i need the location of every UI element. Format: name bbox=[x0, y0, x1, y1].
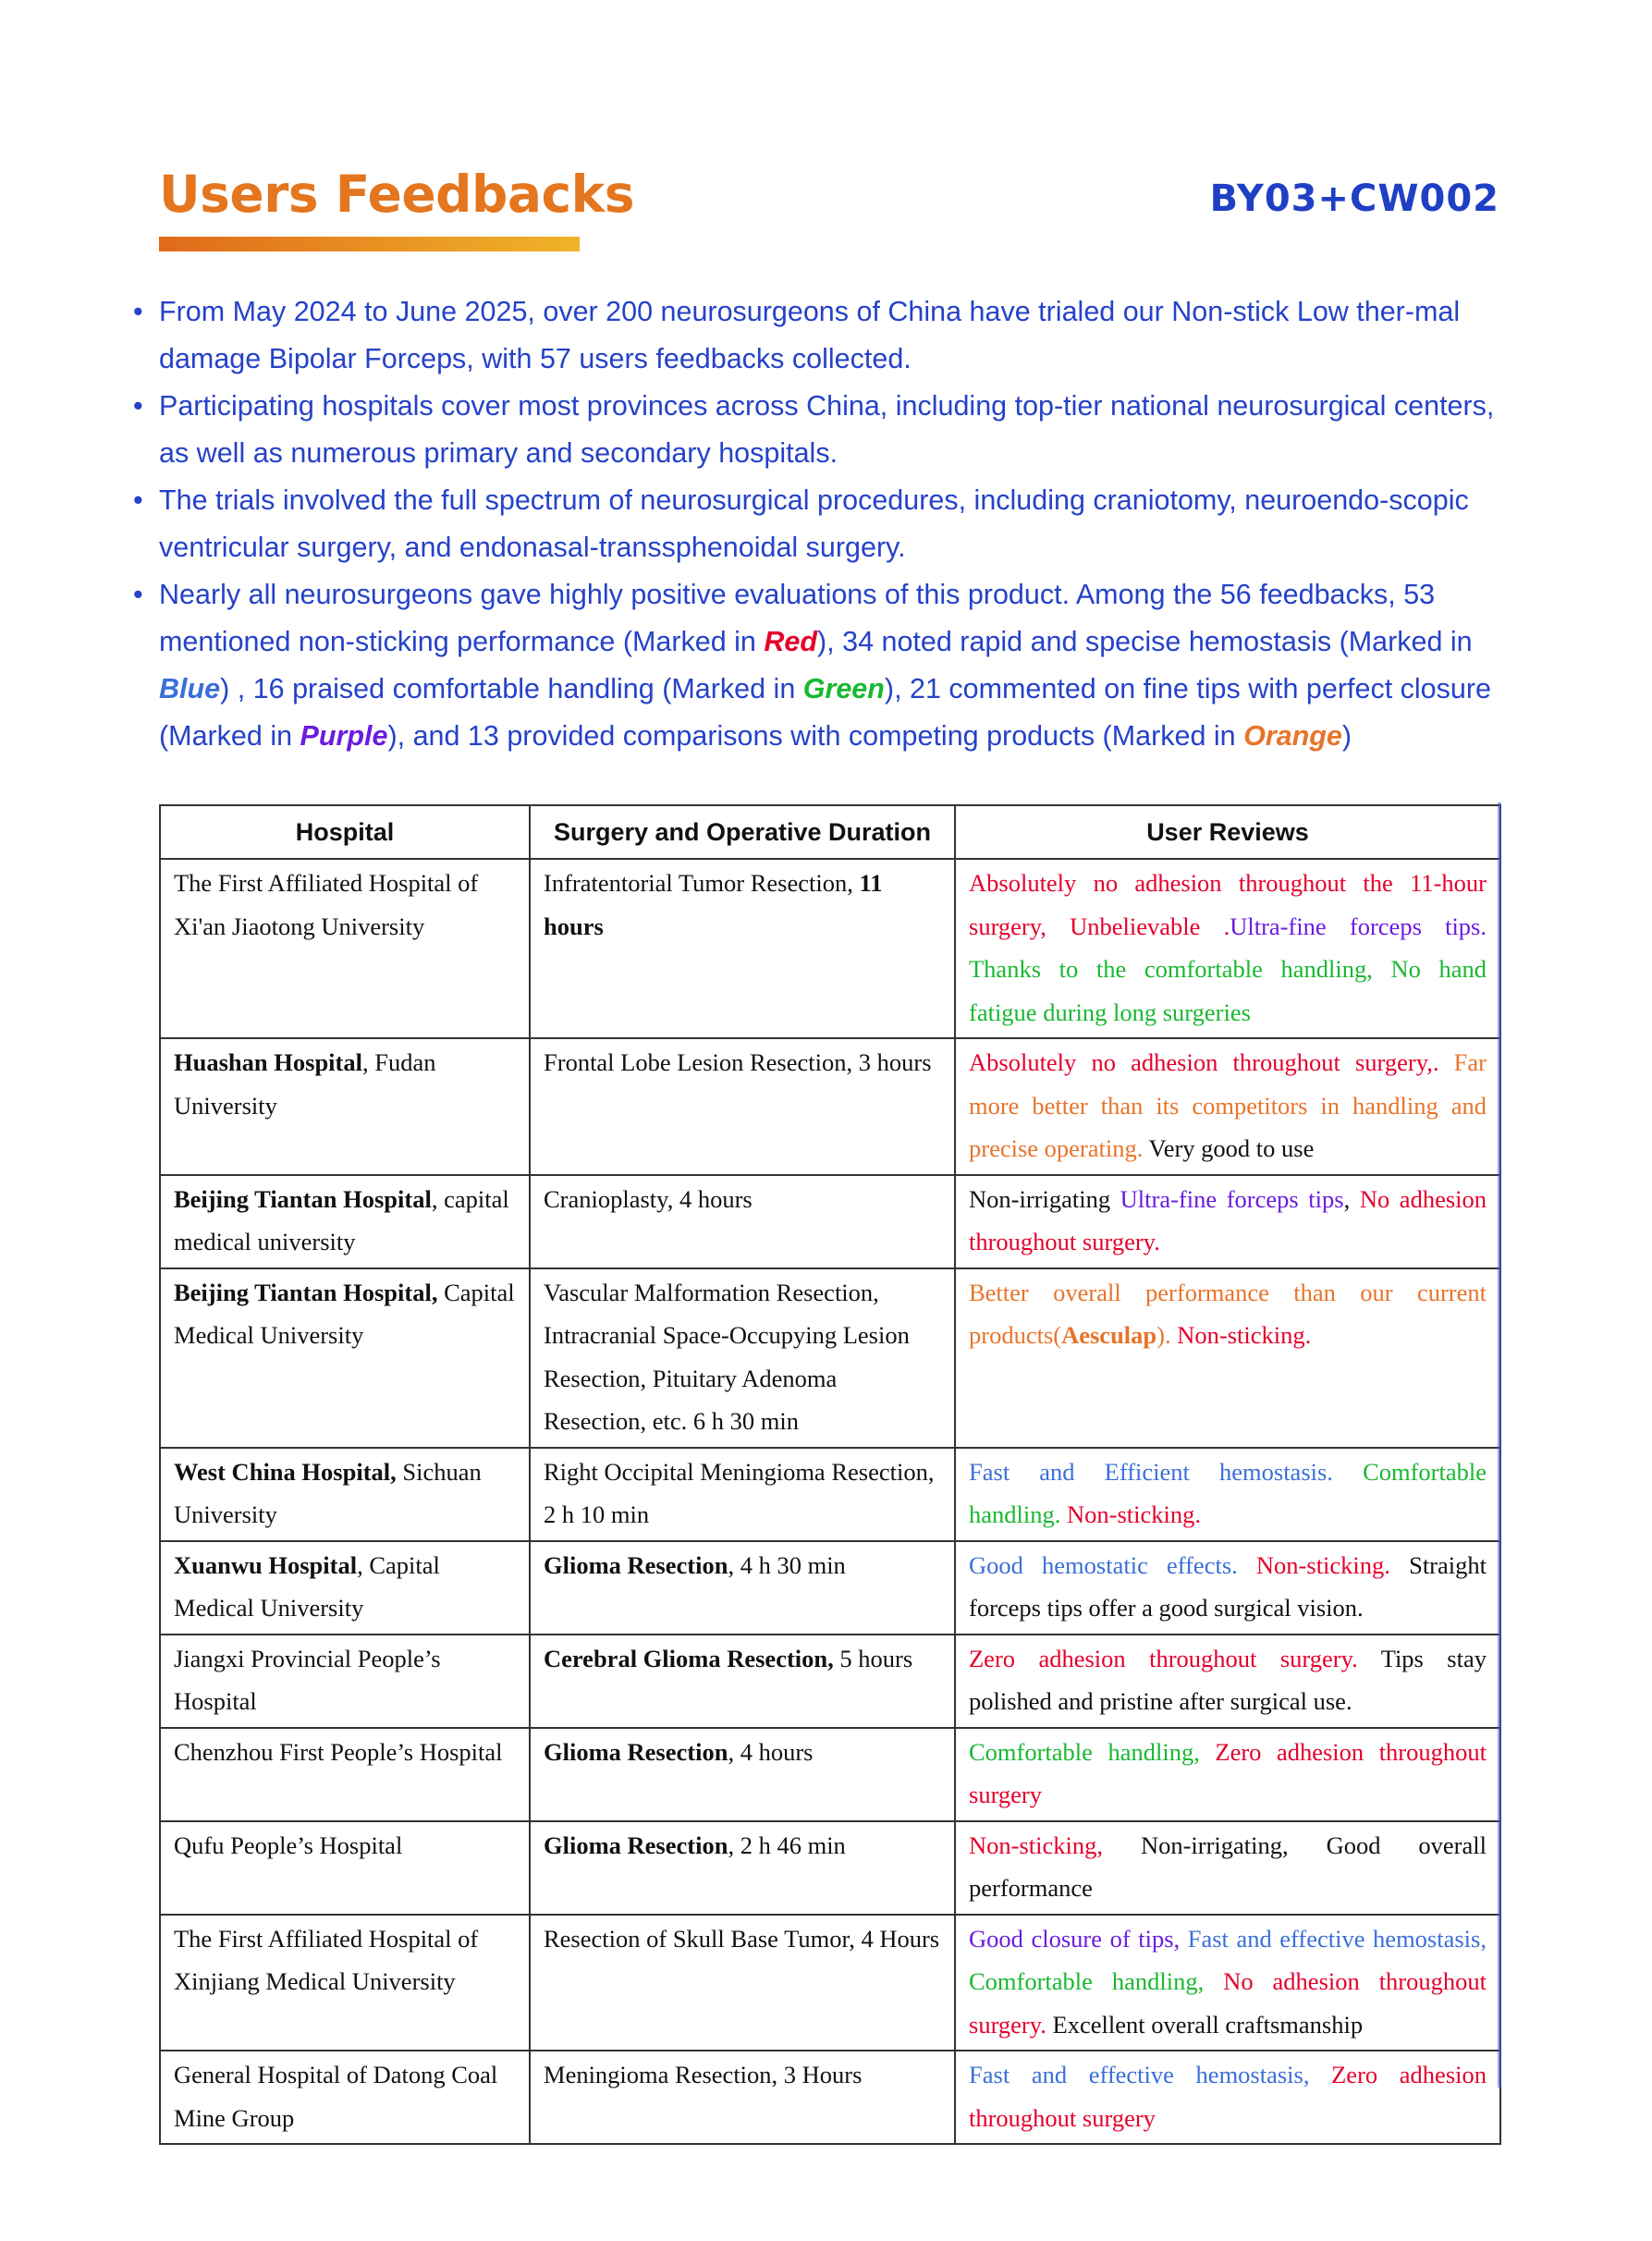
text-segment: Orange bbox=[1243, 720, 1342, 752]
text-segment: ) bbox=[1341, 720, 1352, 752]
surgery-cell bbox=[530, 1268, 955, 1448]
text-segment: ). bbox=[1156, 1321, 1178, 1349]
review-cell bbox=[955, 1915, 1500, 2051]
table-header-row bbox=[160, 805, 1500, 859]
text-segment: Zero adhesion throughout surgery bbox=[969, 2061, 1487, 2132]
table-row bbox=[160, 1268, 1500, 1448]
hospital-cell bbox=[160, 1635, 530, 1728]
hospital-cell bbox=[160, 1541, 530, 1635]
bullet-item bbox=[129, 383, 1507, 477]
text-segment: Good closure of tips, bbox=[969, 1924, 1188, 1953]
table-row bbox=[160, 859, 1500, 1038]
product-code: BY03+CW002 bbox=[1209, 178, 1499, 220]
text-segment: Nearly all neurosurgeons gave highly positive evaluations of this product. Among the 56 feedbacks, 53 mentioned non-sticking performance (Marked in bbox=[159, 579, 1436, 657]
text-segment: The First Affiliated Hospital of Xi'an Jiaotong University bbox=[174, 869, 479, 940]
text-segment: Non-sticking. bbox=[1067, 1500, 1201, 1528]
text-segment: Green bbox=[802, 673, 885, 704]
hospital-cell bbox=[160, 1268, 530, 1448]
surgery-cell bbox=[530, 1038, 955, 1175]
bullet-dot-icon: • bbox=[133, 579, 143, 610]
header-hospital: Hospital bbox=[160, 805, 530, 859]
surgery-cell bbox=[530, 1175, 955, 1268]
text-segment: Fast and Efficient hemostasis. bbox=[969, 1457, 1364, 1486]
text-segment: Non-sticking. bbox=[1177, 1321, 1312, 1349]
text-segment: Better overall performance than our current products( bbox=[969, 1278, 1487, 1349]
text-segment: Straight forceps tips offer a good surgical vision. bbox=[969, 1550, 1487, 1622]
text-segment: Far more better than its competitors in handling and precise operating. bbox=[969, 1048, 1487, 1162]
text-segment: Sichuan University bbox=[174, 1457, 482, 1528]
text-segment: ), 21 commented on fine tips with perfect closure (Marked in bbox=[159, 673, 1491, 752]
text-segment: Cranioplasty, 4 hours bbox=[544, 1184, 753, 1213]
text-segment: Huashan Hospital bbox=[174, 1048, 362, 1076]
text-segment: Fast and effective hemostasis, bbox=[969, 2061, 1332, 2088]
page-title: Users Feedbacks bbox=[159, 165, 634, 224]
surgery-cell bbox=[530, 1728, 955, 1821]
review-cell bbox=[955, 1728, 1500, 1821]
table-row bbox=[160, 1038, 1500, 1175]
header-reviews: User Reviews bbox=[955, 805, 1500, 859]
text-segment: , 2 h 46 min bbox=[728, 1831, 846, 1859]
text-segment: Ultra-fine forceps tips bbox=[1120, 1184, 1344, 1213]
surgery-cell bbox=[530, 2051, 955, 2144]
bullet-item bbox=[129, 288, 1507, 383]
surgery-cell bbox=[530, 1821, 955, 1915]
text-segment: General Hospital of Datong Coal Mine Group bbox=[174, 2061, 498, 2132]
text-segment: Participating hospitals cover most provinces across China, including top-tier national neurosurgical centers, as well as numerous primary and secondary hospitals. bbox=[159, 390, 1495, 469]
review-cell bbox=[955, 1268, 1500, 1448]
review-cell bbox=[955, 1541, 1500, 1635]
text-segment: 5 hours bbox=[833, 1644, 913, 1672]
review-cell bbox=[955, 1635, 1500, 1728]
review-cell bbox=[955, 1038, 1500, 1175]
text-segment: Thanks to the comfortable handling, No hand fatigue during long surgeries bbox=[969, 955, 1487, 1026]
text-segment: Zero adhesion throughout surgery bbox=[969, 1737, 1487, 1808]
review-cell bbox=[955, 859, 1500, 1038]
surgery-cell bbox=[530, 1915, 955, 2051]
bullet-dot-icon: • bbox=[133, 296, 143, 327]
hospital-cell bbox=[160, 1038, 530, 1175]
text-segment: No adhesion throughout surgery. bbox=[969, 1184, 1487, 1255]
header-surgery: Surgery and Operative Duration bbox=[530, 805, 955, 859]
review-cell bbox=[955, 1448, 1500, 1541]
table-row bbox=[160, 1175, 1500, 1268]
text-segment: ) , 16 praised comfortable handling (Marked in bbox=[220, 673, 803, 704]
text-segment: Aesculap bbox=[1061, 1321, 1157, 1349]
bullet-dot-icon: • bbox=[133, 484, 143, 516]
hospital-cell bbox=[160, 1821, 530, 1915]
text-segment: Comfortable handling, bbox=[969, 1737, 1216, 1766]
summary-bullets bbox=[129, 288, 1507, 760]
text-segment: Ultra-fine forceps tips. bbox=[1230, 912, 1487, 940]
text-segment: Blue bbox=[159, 673, 221, 704]
text-segment: Fast and effective hemostasis, bbox=[1187, 1924, 1487, 1953]
text-segment: The trials involved the full spectrum of neurosurgical procedures, including craniotomy, neuroendo-scopic ventricular surgery, and endonasal-transsphenoidal surgery. bbox=[159, 484, 1469, 563]
hospital-cell bbox=[160, 1915, 530, 2051]
review-cell bbox=[955, 1821, 1500, 1915]
text-segment: From May 2024 to June 2025, over 200 neurosurgeons of China have trialed our Non-stick Low ther-mal damage Bipolar Forceps, with 57 users feedbacks collected. bbox=[159, 296, 1461, 374]
text-segment: The First Affiliated Hospital of Xinjiang Medical University bbox=[174, 1924, 479, 1995]
text-segment: Red bbox=[764, 626, 817, 657]
text-segment: Comfortable handling. bbox=[969, 1457, 1487, 1528]
hospital-cell bbox=[160, 859, 530, 1038]
text-segment: ), and 13 provided comparisons with competing products (Marked in bbox=[387, 720, 1244, 752]
text-segment: Purple bbox=[300, 720, 388, 752]
text-segment: West China Hospital, bbox=[174, 1457, 397, 1486]
hospital-cell bbox=[160, 1448, 530, 1541]
text-segment: , capital medical university bbox=[174, 1184, 509, 1255]
text-segment: Absolutely no adhesion throughout surgery,. bbox=[969, 1048, 1454, 1076]
table-edge-line bbox=[1498, 802, 1501, 2088]
hospital-cell bbox=[160, 1728, 530, 1821]
text-segment: Cerebral Glioma Resection, bbox=[544, 1644, 834, 1672]
text-segment: , Capital Medical University bbox=[174, 1550, 440, 1622]
text-segment: Xuanwu Hospital bbox=[174, 1550, 358, 1579]
text-segment: Meningioma Resection, 3 Hours bbox=[544, 2061, 863, 2088]
bullet-item bbox=[129, 571, 1507, 760]
text-segment: Beijing Tiantan Hospital bbox=[174, 1184, 432, 1213]
table-row bbox=[160, 1728, 1500, 1821]
text-segment: , 4 hours bbox=[728, 1737, 814, 1766]
surgery-cell bbox=[530, 859, 955, 1038]
surgery-cell bbox=[530, 1541, 955, 1635]
text-segment: Vascular Malformation Resection, Intracranial Space-Occupying Lesion Resection, Pituitary Adenoma Resection, etc. 6 h 30 min bbox=[544, 1278, 910, 1435]
table-row bbox=[160, 1448, 1500, 1541]
text-segment: Non-sticking, bbox=[969, 1831, 1141, 1859]
table-row bbox=[160, 2051, 1500, 2144]
surgery-cell bbox=[530, 1448, 955, 1541]
table-row bbox=[160, 1821, 1500, 1915]
review-cell bbox=[955, 2051, 1500, 2144]
text-segment: , Fudan University bbox=[174, 1048, 436, 1120]
text-segment: Resection of Skull Base Tumor, 4 Hours bbox=[544, 1924, 940, 1953]
text-segment: Glioma Resection bbox=[544, 1737, 728, 1766]
bullet-item bbox=[129, 477, 1507, 571]
text-segment: , bbox=[1343, 1184, 1360, 1213]
text-segment: Glioma Resection bbox=[544, 1831, 728, 1859]
bullet-dot-icon: • bbox=[133, 390, 143, 422]
review-cell bbox=[955, 1175, 1500, 1268]
text-segment: Comfortable handling, bbox=[969, 1967, 1224, 1995]
text-segment: Non-irrigating bbox=[969, 1184, 1120, 1213]
title-underline bbox=[159, 237, 580, 251]
text-segment: Very good to use bbox=[1148, 1134, 1315, 1162]
text-segment: 11 hours bbox=[544, 869, 883, 940]
text-segment: Right Occipital Meningioma Resection, 2 h 10 min bbox=[544, 1457, 935, 1528]
text-segment: Non-sticking. bbox=[1255, 1550, 1410, 1579]
text-segment: Glioma Resection bbox=[544, 1550, 728, 1579]
text-segment: Infratentorial Tumor Resection, bbox=[544, 869, 860, 897]
text-segment: Frontal Lobe Lesion Resection, 3 hours bbox=[544, 1048, 932, 1076]
text-segment: Good hemostatic effects. bbox=[969, 1550, 1256, 1579]
feedback-table bbox=[159, 804, 1501, 2145]
text-segment: Excellent overall craftsmanship bbox=[1046, 2010, 1364, 2039]
text-segment: Tips stay polished and pristine after surgical use. bbox=[969, 1644, 1487, 1715]
hospital-cell bbox=[160, 2051, 530, 2144]
surgery-cell bbox=[530, 1635, 955, 1728]
text-segment: Qufu People’s Hospital bbox=[174, 1831, 403, 1859]
text-segment: ), 34 noted rapid and specise hemostasis (Marked in bbox=[817, 626, 1473, 657]
text-segment: Chenzhou First People’s Hospital bbox=[174, 1737, 503, 1766]
text-segment: Capital Medical University bbox=[174, 1278, 515, 1349]
text-segment: Non-irrigating, Good overall performance bbox=[969, 1831, 1487, 1902]
hospital-cell bbox=[160, 1175, 530, 1268]
text-segment: Zero adhesion throughout surgery. bbox=[969, 1644, 1381, 1672]
table-row bbox=[160, 1541, 1500, 1635]
text-segment: Absolutely no adhesion throughout the 11-hour surgery, Unbelievable . bbox=[969, 869, 1487, 940]
table-row bbox=[160, 1915, 1500, 2051]
text-segment: Beijing Tiantan Hospital, bbox=[174, 1278, 438, 1306]
text-segment: , 4 h 30 min bbox=[728, 1550, 846, 1579]
table-row bbox=[160, 1635, 1500, 1728]
text-segment: No adhesion throughout surgery. bbox=[969, 1967, 1487, 2039]
text-segment: Jiangxi Provincial People’s Hospital bbox=[174, 1644, 441, 1715]
